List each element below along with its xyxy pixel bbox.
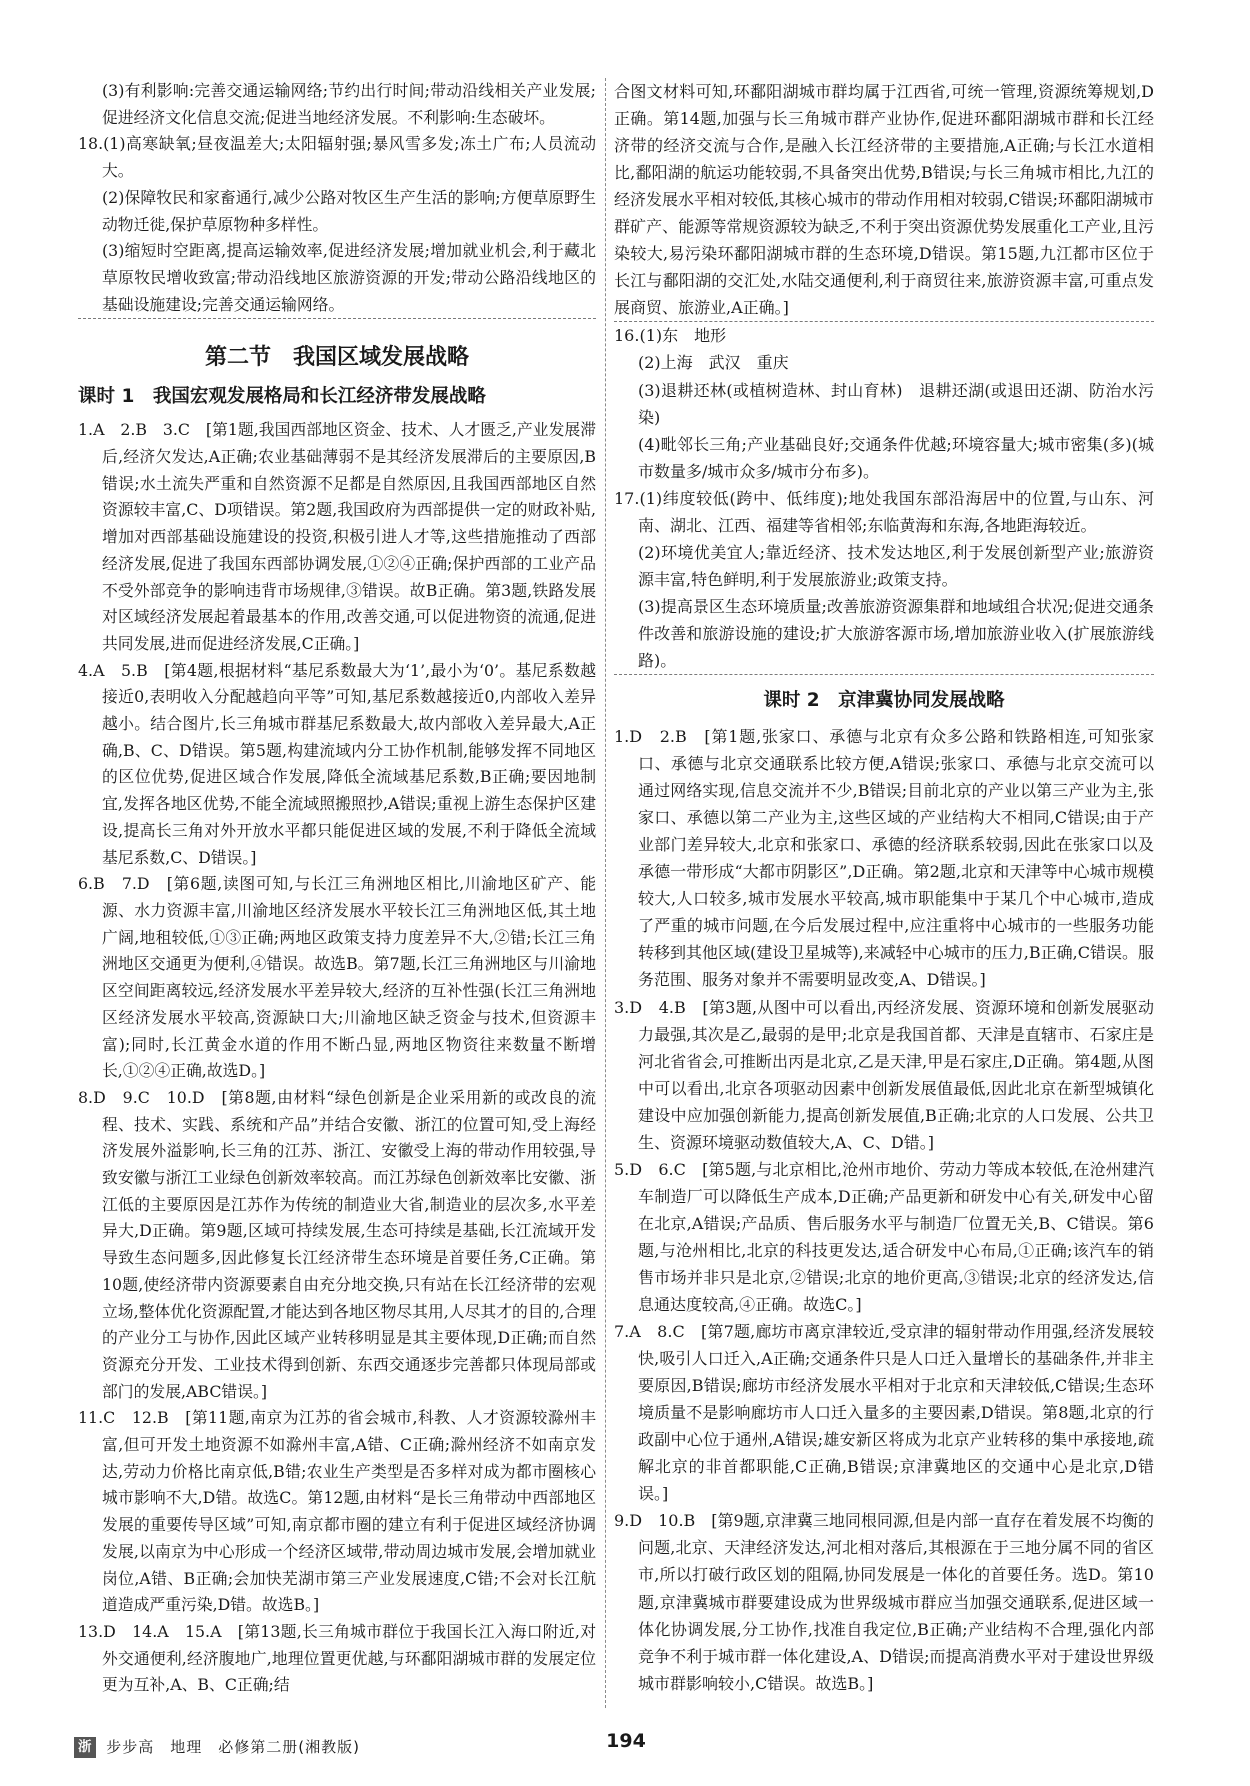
q17-part1: 17.(1)纬度较低(跨中、低纬度);地处我国东部沿海居中的位置,与山东、河南、湖北、江西、福建等省相邻;东临黄海和东海,各地距海较近。 xyxy=(614,488,1154,535)
q17-part2: (2)环境优美宜人;靠近经济、技术发达地区,利于发展创新型产业;旅游资源丰富,特色鲜明,利于发展旅游业;政策支持。 xyxy=(638,542,1154,589)
q16-part3: (3)退耕还林(或植树造林、封山育林) 退耕还湖(或退田还湖、防治水污染) xyxy=(638,380,1154,427)
q18-part3-answer: (3)缩短时空距离,提高运输效率,促进经济发展;增加就业机会,利于藏北草原牧民增收致富;带动沿线地区旅游资源的开发;带动公路沿线地区的基础设施建设;完善交通运输网络。 xyxy=(78,238,596,319)
book-title: 步步高 地理 必修第二册(湘教版) xyxy=(106,1738,360,1756)
province-badge: 浙 xyxy=(74,1737,96,1758)
answer-block-13-15: 13.D 14.A 15.A [第13题,长三角城市群位于我国长江入海口附近,对外交通便利,经济腹地广,地理位置更优越,与环鄱阳湖城市群的发展定位更为互补,A、B、C正确;结 xyxy=(78,1621,596,1695)
answer-block-11-12: 11.C 12.B [第11题,南京为江苏的省会城市,科教、人才资源较滁州丰富,但可开发土地资源不如滁州丰富,A错、C正确;滁州经济不如南京发达,劳动力价格比南京低,B错;农业生产类型是否多样对成为都市圈核心城市影响不大,D错。故选C。第12题,由材料“是长三角带动中西部地区发展的重要传导区域”可知,南京都市圈的建立有利于促进区域经济协调发展,以南京为中心形成一个经济区域带,带动周边城市发展,会增加就业岗位,A错、B正确;会加快芜湖市第三产业发展速度,C错;不会对长江航道造成严重污染,D错。故选B。] xyxy=(78,1408,596,1615)
answer-block-l2-5-6: 5.D 6.C [第5题,与北京相比,沧州市地价、劳动力等成本较低,在沧州建汽车制造厂可以降低生产成本,D正确;产品更新和研发中心有关,研发中心留在北京,A错误;产品质、售后服务水平与制造厂位置无关,B、C错误。第6题,与沧州相比,北京的科技更发达,适合研发中心布局,①正确;该汽车的销售市场并非只是北京,②错误;北京的地价更高,③错误;北京的经济发达,信息通达度较高,④正确。故选C。] xyxy=(614,1159,1154,1315)
answer-block-1-3: 1.A 2.B 3.C [第1题,我国西部地区资金、技术、人才匮乏,产业发展滞后,经济欠发达,A正确;农业基础薄弱不是其经济发展滞后的主要原因,B错误;水土流失严重和自然资源不足都是自然原因,且我国西部地区自然资源较丰富,C、D项错误。第2题,我国政府为西部提供一定的财政补贴,增加对西部基础设施建设的投资,积极引进人才等,这些措施推动了西部经济发展,促进了我国东西部协调发展,①②④正确;保护西部的工业产品不受外部竞争的影响违背市场规律,③错误。故B正确。第3题,铁路发展对区域经济发展起着最基本的作用,改善交通,可以促进物资的流通,促进共同发展,进而促进经济发展,C正确。] xyxy=(78,420,596,653)
answer-block-l2-3-4: 3.D 4.B [第3题,从图中可以看出,丙经济发展、资源环境和创新发展驱动力最强,其次是乙,最弱的是甲;北京是我国首都、天津是直辖市、石家庄是河北省省会,可推断出丙是北京,乙是天津,甲是石家庄,D正确。第4题,从图中可以看出,北京各项驱动因素中创新发展值最低,因此北京在新型城镇化建设中应加强创新能力,提高创新发展值,B正确;北京的人口发展、公共卫生、资源环境驱动数值较大,A、C、D错。] xyxy=(614,997,1154,1152)
q17-part3: (3)提高景区生态环境质量;改善旅游资源集群和地域组合状况;促进交通条件改善和旅游设施的建设;扩大旅游客源市场,增加旅游业收入(扩展旅游线路)。 xyxy=(614,593,1154,675)
q18-part2-answer: (2)保障牧民和家畜通行,减少公路对牧区生产生活的影响;方便草原野生动物迁徙,保护草原物种多样性。 xyxy=(102,187,596,234)
answer-block-l2-9-10: 9.D 10.B [第9题,京津冀三地同根同源,但是内部一直存在着发展不均衡的问题,北京、天津经济发达,河北相对落后,其根源在于三地分属不同的省区市,所以打破行政区划的阻隔,协同发展是一体化的首要任务。选D。第10题,京津冀城市群要建设成为世界级城市群应当加强交通联系,促进区域一体化协调发展,分工协作,找准自我定位,B正确;产业结构不合理,强化内部竞争不利于城市群一体化建设,A、D错误;而提高消费水平对于建设世界级城市群影响较小,C错误。故选B。] xyxy=(614,1511,1154,1693)
q18-part1-answer: 18.(1)高寒缺氧;昼夜温差大;太阳辐射强;暴风雪多发;冻土广布;人员流动大。 xyxy=(78,134,596,181)
section-title: 第二节 我国区域发展战略 xyxy=(204,345,469,371)
q16-part1: 16.(1)东 地形 xyxy=(614,326,727,346)
answer-block-l2-7-8: 7.A 8.C [第7题,廊坊市离京津较近,受京津的辐射带动作用强,经济发展较快,吸引人口迁入,A正确;交通条件只是人口迁入量增长的基础条件,并非主要原因,B错误;廊坊市经济发展水平相对于北京和天津较低,C错误;生态环境质量不是影响廊坊市人口迁入量多的主要因素,D错误。第8题,北京的行政副中心位于通州,A错误;雄安新区将成为北京产业转移的集中承接地,疏解北京的非首都职能,C正确,B错误;京津冀地区的交通中心是北京,D错误。] xyxy=(614,1322,1154,1504)
q16-part2: (2)上海 武汉 重庆 xyxy=(638,353,789,373)
lesson2-title: 课时 2 京津冀协同发展战略 xyxy=(763,690,1005,712)
column-divider xyxy=(605,78,606,1708)
answer-block-4-5: 4.A 5.B [第4题,根据材料“基尼系数最大为‘1’,最小为‘0’。基尼系数越接近0,表明收入分配越趋向平等”可知,基尼系数越接近0,内部收入差异越小。结合图片,长三角城市群基尼系数最大,故内部收入差异最大,A正确,B、C、D错误。第5题,构建流域内分工协作机制,能够发挥不同地区的区位优势,促进区域合作发展,降低全流域基尼系数,B正确;要因地制宜,发挥各地区优势,不能全流域照搬照抄,A错误;重视上游生态保护区建设,提高长三角对外开放水平都只能促进区域的发展,不利于降低全流域基尼系数,C、D错误。] xyxy=(78,660,596,867)
q16-part4: (4)毗邻长三角;产业基础良好;交通条件优越;环境容量大;城市密集(多)(城市数量多/城市众多/城市分布多)。 xyxy=(638,434,1154,481)
right-column xyxy=(614,78,1154,1697)
answer-block-6-7: 6.B 7.D [第6题,读图可知,与长江三角洲地区相比,川渝地区矿产、能源、水力资源丰富,川渝地区经济发展水平较长江三角洲地区低,其土地广阔,地租较低,①③正确;两地区政策支持力度差异不大,②错;长江三角洲地区交通更为便利,④错误。故选B。第7题,长江三角洲地区与川渝地区空间距离较远,经济发展水平差异较大,经济的互补性强(长江三角洲地区经济发展水平较高,资源缺口大;川渝地区缺乏资金与技术,但资源丰富);同时,长江黄金水道的作用不断凸显,两地区物资往来数量不断增长,①②④正确,故选D。] xyxy=(78,874,596,1081)
answer-block-13-15-continued: 合图文材料可知,环鄱阳湖城市群均属于江西省,可统一管理,资源统筹规划,D正确。第14题,加强与长三角城市群产业协作,促进环鄱阳湖城市群和长江经济带的经济交流与合作,是融入长江经济带的主要措施,A正确;与长江水道相比,鄱阳湖的航运功能较弱,不具备突出优势,B错误;与长三角城市相比,九江的经济发展水平相对较低,其核心城市的带动作用相对较弱,C错误;环鄱阳湖城市群矿产、能源等常规资源较为缺乏,不利于突出资源优势发展重化工产业,且污染较大,易污染环鄱阳湖城市群的生态环境,D错误。第15题,九江都市区位于长江与鄱阳湖的交汇处,水陆交通便利,利于商贸往来,旅游资源丰富,可重点发展商贸、旅游业,A正确。] xyxy=(614,78,1154,322)
answer-block-8-10: 8.D 9.C 10.D [第8题,由材料“绿色创新是企业采用新的或改良的流程、技术、实践、系统和产品”并结合安徽、浙江的位置可知,受上海经济发展外溢影响,长三角的江苏、浙江、安徽受上海的带动作用较强,导致安徽与浙江工业绿色创新效率较高。而江苏绿色创新效率比安徽、浙江低的主要原因是江苏作为传统的制造业大省,制造业的层次多,水平差异大,D正确。第9题,区域可持续发展,生态可持续是基础,长江流域开发导致生态问题多,因此修复长江经济带生态环境是首要任务,C正确。第10题,使经济带内资源要素自由充分地交换,只有站在长江经济带的宏观立场,整体优化资源配置,才能达到各地区物尽其用,人尽其才的目的,合理的产业分工与协作,因此区域产业转移明显是其主要体现,D正确;而自然资源充分开发、工业技术得到创新、东西交通逐步完善都只体现局部或部门的发展,ABC错误。] xyxy=(78,1087,596,1401)
left-column xyxy=(78,78,596,1699)
lesson1-title: 课时 1 我国宏观发展格局和长江经济带发展战略 xyxy=(78,386,486,408)
answer-block-l2-1-2: 1.D 2.B [第1题,张家口、承德与北京有众多公路和铁路相连,可知张家口、承德与北京交通联系比较方便,A错误;张家口、承德与北京交流可以通过网络实现,信息交流并不少,B错误;目前北京的产业以第三产业为主,张家口、承德以第二产业为主,这些区域的产业结构大不相同,C错误;由于产业部门差异较大,北京和张家口、承德的经济联系较弱,因此在张家口以及承德一带形成“大都市阴影区”,D正确。第2题,北京和天津等中心城市规模较大,人口较多,城市发展水平较高,城市职能集中于某几个中心城市,造成了严重的城市问题,在今后发展过程中,应注重将中心城市的一些服务功能转移到其他区域(建设卫星城等),来减轻中心城市的压力,B正确,C错误。服务范围、服务对象并不需要明显改变,A、D错误。] xyxy=(614,727,1154,990)
page-number: 194 xyxy=(606,1730,646,1752)
q17-part3-answer: (3)有利影响:完善交通运输网络;节约出行时间;带动沿线相关产业发展;促进经济文化信息交流;促进当地经济发展。不利影响:生态破坏。 xyxy=(102,81,596,127)
